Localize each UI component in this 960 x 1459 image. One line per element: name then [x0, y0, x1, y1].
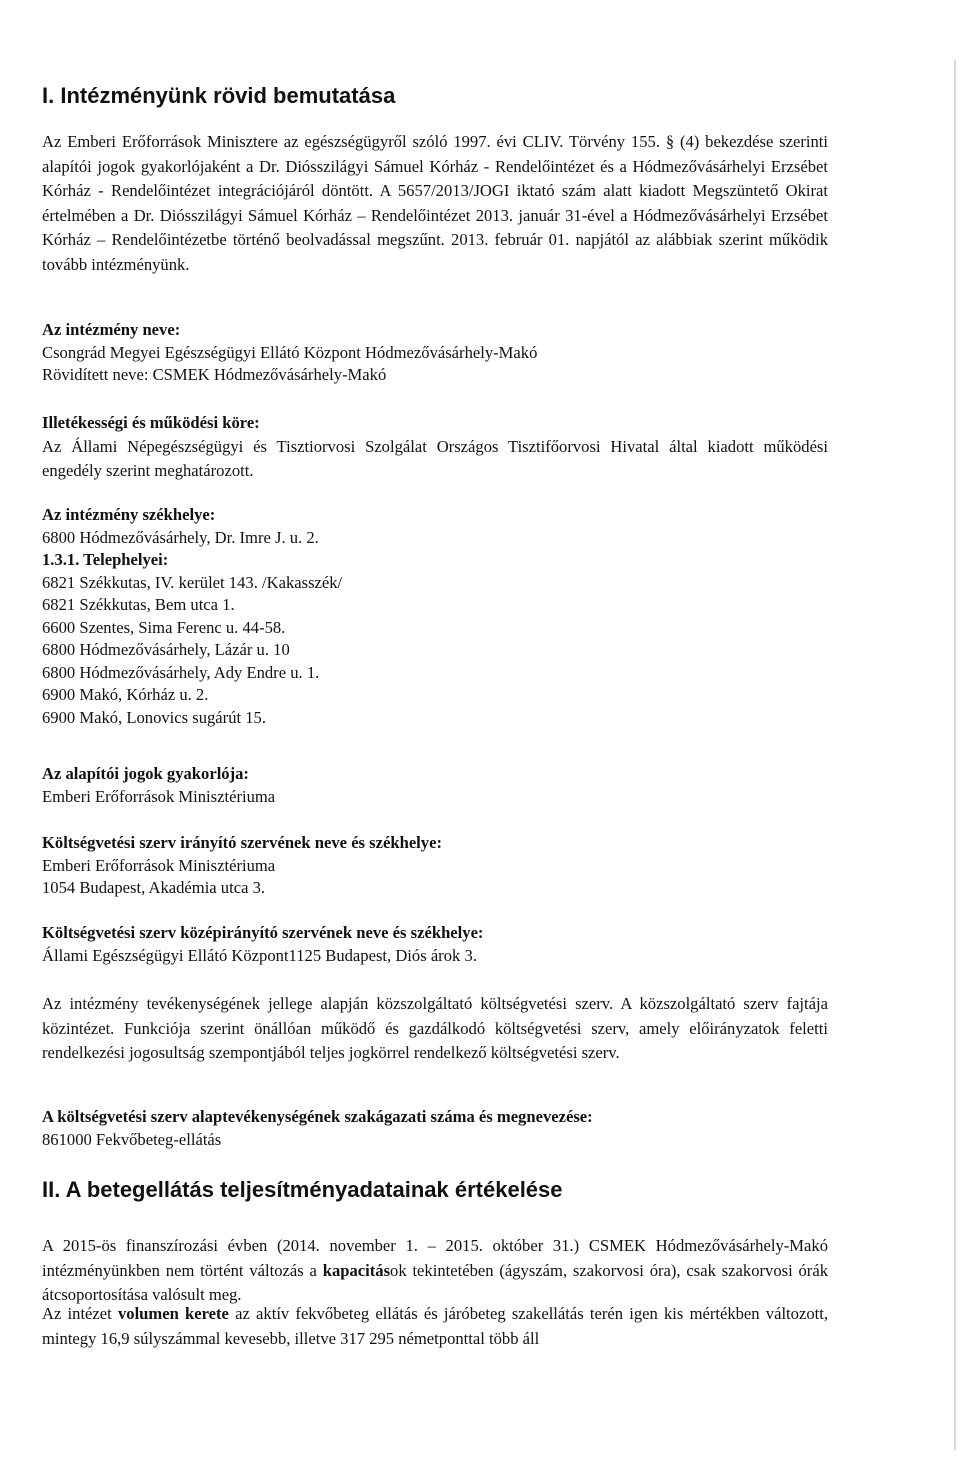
institution-name-block	[42, 319, 828, 387]
financing-text-start: A 2015-ös finanszírozási évben (2014. november 1. – 2015. október 31.) CSMEK Hódmezővásárhely-Makó intézményünkben nem történt változás a	[42, 1236, 828, 1280]
volume-text-end: az aktív fekvőbeteg ellátás és járóbeteg szakellátás terén igen kis mértékben változott, mintegy 16,9 súlyszámmal kevesebb, illetve 317 295 németponttal több áll	[42, 1304, 829, 1348]
founder-block	[42, 763, 828, 808]
sites-label: 1.3.1. Telephelyei:	[42, 550, 169, 569]
jurisdiction-label: Illetékességi és működési köre:	[42, 413, 260, 432]
founder-value: Emberi Erőforrások Minisztériuma	[42, 786, 276, 806]
seat-block	[42, 504, 828, 729]
governing-body-name: Emberi Erőforrások Minisztériuma	[42, 855, 276, 875]
site-item: 6821 Székkutas, Bem utca 1.	[42, 595, 235, 614]
institution-full-name: Csongrád Megyei Egészségügyi Ellátó Központ Hódmezővásárhely-Makó	[42, 342, 538, 362]
institution-short-name: Rövidített neve: CSMEK Hódmezővásárhely-Makó	[42, 365, 387, 384]
site-item: 6800 Hódmezővásárhely, Ady Endre u. 1.	[42, 662, 320, 682]
intermediate-body-label: Költségvetési szerv középirányító szervének neve és székhelye:	[42, 923, 484, 942]
financing-text-end: ok tekintetében (ágyszám, szakorvosi óra), csak szakorvosi órák átcsoportosítása valósult meg.	[42, 1260, 828, 1304]
section-2-title: II. A betegellátás teljesítményadatainak értékelése	[42, 1177, 563, 1202]
jurisdiction-text: Az Állami Népegészségügyi és Tisztiorvosi Szolgálat Országos Tisztifőorvosi Hivatal által kiadott működési engedély szerint meghatározott.	[42, 436, 828, 480]
seat-label: Az intézmény székhelye:	[42, 505, 216, 524]
institution-name-label: Az intézmény neve:	[42, 320, 181, 339]
site-item: 6600 Szentes, Sima Ferenc u. 44-58.	[42, 617, 286, 637]
capacity-bold-text: kapacitás	[322, 1260, 391, 1280]
section-1-title: I. Intézményünk rövid bemutatása	[42, 83, 396, 108]
activity-paragraph: Az intézmény tevékenységének jellege alapján közszolgáltató költségvetési szerv. A közszolgáltató szerv fajtája közintézet. Funkciója szerint önállóan működő és gazdálkodó költségvetési szerv, amely előirányzatok feletti rendelkezési jogosultság szempontjából teljes jogkörrel rendelkező költségvetési szerv.	[42, 994, 828, 1062]
governing-body-label: Költségvetési szerv irányító szervének neve és székhelye:	[42, 833, 442, 852]
volume-paragraph	[42, 1302, 828, 1351]
governing-body-address: 1054 Budapest, Akadémia utca 3.	[42, 878, 266, 897]
core-activity-value: 861000 Fekvőbeteg-ellátás	[42, 1129, 222, 1149]
founder-label: Az alapítói jogok gyakorlója:	[42, 764, 249, 783]
volume-text-start: Az intézet	[42, 1304, 118, 1323]
scan-edge-line	[954, 60, 956, 1450]
site-item: 6900 Makó, Kórház u. 2.	[42, 685, 209, 704]
intro-paragraph: Az Emberi Erőforrások Minisztere az egészségügyről szóló 1997. évi CLIV. Törvény 155. § (4) bekezdése szerinti alapítói jogok gyakorlójaként a Dr. Diósszilágyi Sámuel Kórház - Rendelőintézet és a Hódmezővásárhelyi Erzsébet Kórház - Rendelőintézet integrációjáról döntött. A 5657/2013/JOGI iktató szám alatt kiadott Megszüntető Okirat értelmében a Dr. Diósszilágyi Sámuel Kórház – Rendelőintézet 2013. január 31-ével a Hódmezővásárhelyi Erzsébet Kórház – Rendelőintézetbe történő beolvadással megszűnt. 2013. február 01. napjától az alábbiak szerint működik tovább intézményünk.	[42, 132, 828, 274]
core-activity-block	[42, 1106, 828, 1151]
site-item: 6821 Székkutas, IV. kerület 143. /Kakasszék/	[42, 572, 343, 592]
site-item: 6800 Hódmezővásárhely, Lázár u. 10	[42, 640, 290, 659]
governing-body-block	[42, 832, 828, 900]
jurisdiction-block	[42, 412, 828, 484]
intermediate-body-block	[42, 922, 828, 967]
intermediate-body-value: Állami Egészségügyi Ellátó Központ1125 Budapest, Diós árok 3.	[42, 945, 477, 965]
core-activity-label: A költségvetési szerv alaptevékenységének szakágazati száma és megnevezése:	[42, 1107, 593, 1126]
financing-paragraph	[42, 1234, 828, 1308]
seat-address: 6800 Hódmezővásárhely, Dr. Imre J. u. 2.	[42, 527, 319, 547]
volume-bold-text: volumen kerete	[117, 1304, 229, 1323]
site-item: 6900 Makó, Lonovics sugárút 15.	[42, 707, 266, 727]
